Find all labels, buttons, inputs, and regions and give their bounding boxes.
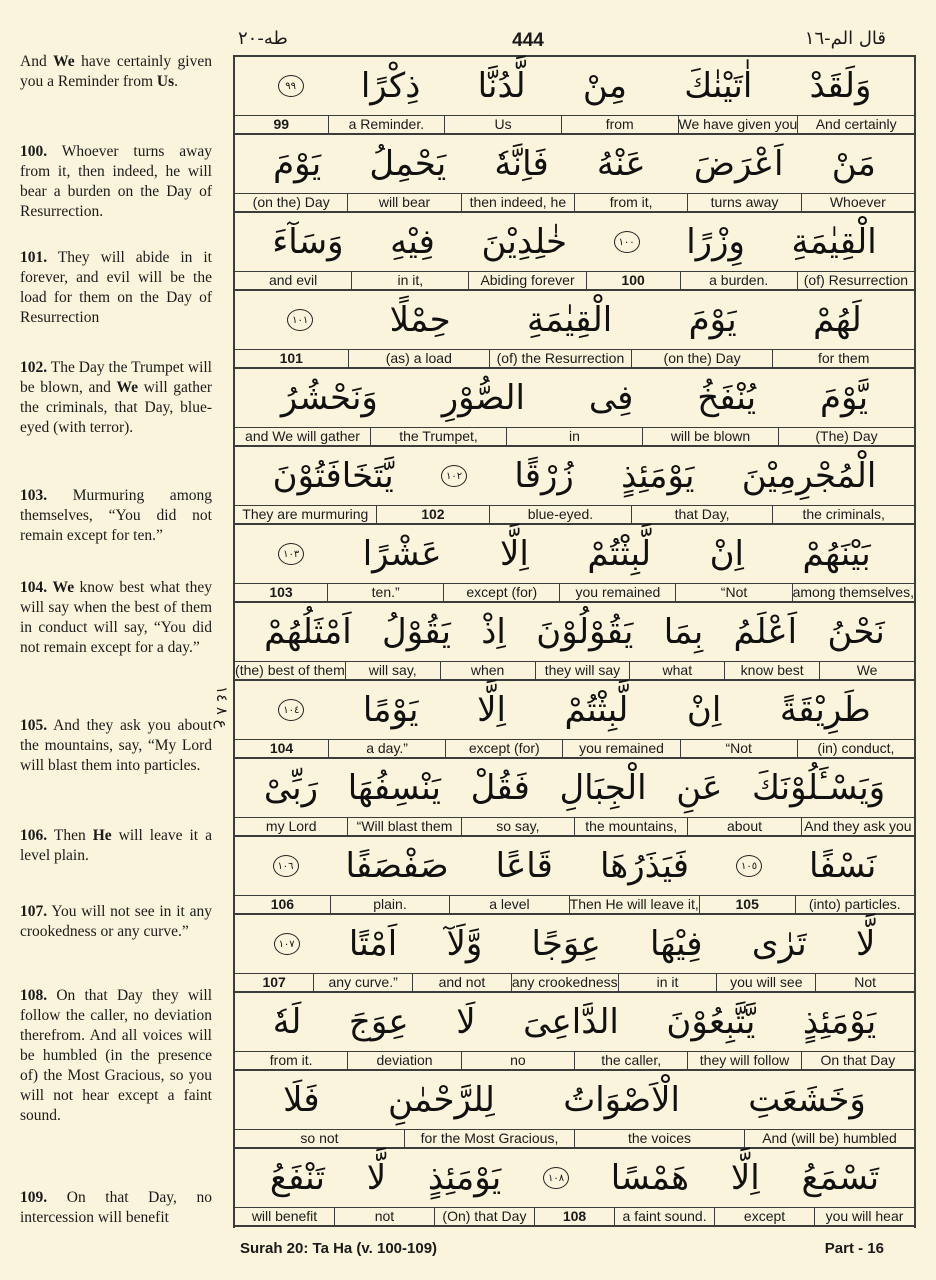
english-word-cell: about [687,818,800,835]
english-word-cell: in it, [351,272,468,289]
arabic-line [235,213,914,271]
english-word-cell: (the) best of them [235,662,345,678]
arabic-word: لَّا [855,924,876,964]
arabic-word: لَّا [366,1158,387,1198]
verse-marker-icon: ١٠٥ [736,855,762,877]
arabic-word: طَرِيْقَةً [779,690,871,730]
english-word-cell: We have given you [678,116,798,132]
english-line [235,661,914,679]
verse-marker-icon: ١٠٦ [273,855,299,877]
arabic-line [235,837,914,895]
arabic-line [235,759,914,817]
english-line [235,973,914,991]
english-word-cell: except [714,1208,814,1225]
verse-marker-icon: ١٠٧ [274,933,300,955]
english-word-cell: (of) the Resurrection [489,350,631,367]
english-word-cell: not [334,1208,434,1225]
word-row [235,681,914,759]
english-line [235,817,914,835]
arabic-word: اٰتَيْنٰكَ [684,66,753,106]
verse-number: 103. [20,487,48,504]
english-word-cell: from it. [269,1052,313,1068]
english-word-cell: (in) conduct, [797,740,914,757]
english-word-cell: in [506,428,642,445]
arabic-line [235,135,914,193]
english-line [235,895,914,913]
english-word-cell: Then He will leave it, [569,896,699,912]
arabic-word: لَّبِثْتُمْ [564,690,629,730]
verse-text: And [20,53,54,70]
english-word-cell: except (for) [445,740,562,757]
arabic-word: عِوَجَ [348,1002,409,1042]
english-word-cell: and We will gather [245,428,360,444]
arabic-word: لَّبِثْتُمْ [587,534,652,574]
arabic-word: لِلرَّحْمٰنِ [387,1080,495,1120]
english-word-cell: a day.” [328,740,445,757]
arabic-word: الْقِيٰمَةِ [527,300,613,340]
word-row [235,993,914,1071]
english-word-cell: the caller, [574,1052,687,1069]
arabic-word: يَوْمَئِذٍ [802,1002,877,1042]
english-word-cell: any curve.” [313,974,412,991]
verse-marker-icon: ١٠٢ [441,465,467,487]
english-word-cell: Whoever [801,194,914,211]
arabic-word: الصُّوْرِ [441,378,525,418]
arabic-word: فِيْهَا [650,924,703,964]
arabic-word: يَّتَّبِعُوْنَ [666,1002,756,1042]
verse-marker-icon: ٩٩ [278,75,304,97]
english-word-cell: “Will blast them [347,818,460,835]
verse-number: 107. [20,903,48,920]
verse-text: Murmuring among themselves, “You did not remain except for ten.” [20,487,212,544]
arabic-word: اِلَّا [477,690,506,730]
verse-text: On that Day they will follow the caller, no deviation therefrom. And all voices will be humbled (in the presence of) the Most Gracious, so you will not hear except a faint sound. [20,987,212,1124]
arabic-word: لَهُمْ [813,300,862,340]
arabic-line [235,57,914,115]
english-word-cell: know best [724,662,819,679]
english-word-cell: (on the) Day [631,350,773,367]
arabic-word: يَوْمًا [362,690,419,730]
english-word-cell: (On) that Day [434,1208,534,1225]
arabic-word: لَهٗ [272,1002,302,1042]
header-left-arabic: طه-٢٠ [238,28,288,49]
word-row [235,369,914,447]
word-row [235,213,914,291]
emphasized-word: We [53,53,75,70]
arabic-line [235,291,914,349]
english-word-cell: any crookedness [511,974,618,990]
english-word-cell: (of) Resurrection [797,272,914,289]
arabic-word: اِنْ [686,690,722,730]
arabic-word: يَّوْمَ [819,378,869,418]
english-word-cell: then indeed, he [461,194,574,211]
english-word-cell: that Day, [631,506,773,523]
translation-verse [20,716,212,776]
verse-number-cell: 108 [534,1208,614,1225]
word-row [235,525,914,603]
english-line [235,1207,914,1225]
arabic-word: يَنْسِفُهَا [347,768,441,808]
arabic-word: قَاعًا [495,846,553,886]
verse-number: 101. [20,249,48,266]
english-word-cell: ten.” [327,584,443,601]
arabic-word: رَبِّىْ [263,768,319,808]
arabic-word: ذِكْرًا [360,66,421,106]
arabic-word: بَيْنَهُمْ [802,534,871,574]
arabic-line [235,681,914,739]
arabic-word: الْقِيٰمَةِ [791,222,877,262]
english-word-cell: a faint sound. [614,1208,714,1225]
english-word-cell: the criminals, [772,506,914,523]
arabic-line [235,525,914,583]
verse-text: They will abide in it forever, and evil will be the load for them on the Day of Resurrection [20,249,212,326]
translation-verse [20,902,212,942]
emphasized-word: We [116,379,138,396]
arabic-word: نَحْنُ [827,612,885,652]
arabic-word: وَسَآءَ [272,222,344,262]
arabic-word: زُرْقًا [514,456,574,496]
english-line [235,583,914,601]
verse-text: will gather the criminals, that Day, blue-eyed (with terror). [20,379,213,436]
footer-surah: Surah 20: Ta Ha (v. 100-109) [240,1240,438,1257]
word-row [235,447,914,525]
translation-verse [20,986,212,1126]
word-row [235,57,914,135]
english-word-cell: And (will be) humbled [744,1130,914,1147]
word-row [235,135,914,213]
english-word-cell: in it [618,974,717,991]
arabic-line [235,603,914,661]
verse-number-cell: 103 [269,584,293,600]
english-word-cell: will benefit [251,1208,318,1224]
arabic-word: مَنْ [831,144,876,184]
verse-number: 108. [20,987,48,1004]
english-line [235,115,914,133]
page-number: 444 [512,30,544,51]
translation-verse [20,578,212,658]
verse-number: 100. [20,143,48,160]
verse-number: 104. [20,579,48,596]
arabic-word: يَقُوْلُوْنَ [536,612,634,652]
word-grid [233,55,916,1228]
english-word-cell: the Trumpet, [370,428,506,445]
footer-part: Part - 16 [824,1240,884,1257]
english-word-cell: blue-eyed. [489,506,631,523]
arabic-word: فَاِنَّهٗ [494,144,549,184]
english-word-cell: And certainly [797,116,914,133]
verse-text: have certainly given you a Reminder from [20,53,212,90]
verse-number: 105. [20,717,48,734]
english-word-cell: you remained [562,740,679,757]
english-word-cell: from [561,116,678,133]
english-word-cell: from it, [574,194,687,211]
arabic-word: فَقُلْ [470,768,530,808]
verse-text: And they ask you about the mountains, say, “My Lord will blast them into particles. [20,717,212,774]
english-line [235,1051,914,1069]
verse-number-cell: 105 [699,896,795,913]
arabic-word: هَمْسًا [610,1158,690,1198]
english-word-cell: for the Most Gracious, [404,1130,574,1147]
translation-verse [20,142,212,222]
arabic-word: اِذْ [481,612,506,652]
translation-verse [20,826,212,866]
english-line [235,1129,914,1147]
arabic-word: اِلَّا [730,1158,760,1198]
english-word-cell: a burden. [680,272,797,289]
arabic-word: يَوْمَئِذٍ [621,456,695,496]
arabic-word: يَحْمِلُ [369,144,447,184]
english-word-cell: they will follow [687,1052,800,1069]
english-word-cell: a level [449,896,568,913]
verse-number-cell: 100 [586,272,680,289]
word-row [235,837,914,915]
arabic-line [235,1149,914,1207]
english-word-cell: “Not [680,740,797,757]
english-word-cell: “Not [675,584,791,601]
verse-number-cell: 102 [376,506,490,523]
verse-number-cell: 107 [262,974,286,990]
arabic-word: لَا [456,1002,476,1042]
english-word-cell: will say, [345,662,440,679]
english-word-cell: (The) Day [778,428,914,445]
verse-number: 109. [20,1189,48,1206]
arabic-word: الْاَصْوَاتُ [563,1080,680,1120]
arabic-word: اَمْثَلُهُمْ [264,612,352,652]
english-word-cell: will bear [347,194,460,211]
english-word-cell: so not [300,1130,339,1146]
verse-text: Whoever turns away from it, then indeed, he will bear a burden on the Day of Resurrection. [20,143,212,220]
english-word-cell: they will say [535,662,630,679]
english-word-cell: deviation [347,1052,460,1069]
arabic-word: وَخَشَعَتِ [748,1080,866,1120]
verse-text: The Day the Trumpet will be blown, and [20,359,212,396]
translation-verse [20,248,212,328]
arabic-word: وَّلَآ [446,924,483,964]
english-word-cell: will be blown [642,428,778,445]
ruku-mark: ع ٨ ١٤ [213,686,231,729]
arabic-word: وَلَقَدْ [809,66,872,106]
translation-verse [20,358,212,438]
english-word-cell: the voices [574,1130,744,1147]
translation-verse [20,1188,212,1228]
arabic-line [235,993,914,1051]
header-right-arabic: قال الم-١٦ [804,28,886,49]
arabic-word: وِزْرًا [686,222,745,262]
arabic-word: بِمَا [663,612,704,652]
english-line [235,349,914,367]
english-word-cell: among themselves, [792,584,914,600]
arabic-word: اِنْ [709,534,744,574]
english-word-cell: (into) particles. [795,896,914,913]
arabic-word: يَوْمَئِذٍ [427,1158,502,1198]
verse-text: know best what they will say when the best of them in conduct will say, “You did not remain except for a day.” [20,579,212,656]
word-row [235,1071,914,1149]
arabic-word: اِلَّا [500,534,529,574]
verse-text: . [174,73,178,90]
verse-marker-icon: ١٠٨ [543,1167,569,1189]
english-word-cell: my Lord [265,818,317,834]
verse-marker-icon: ١٠٣ [278,543,304,565]
verse-text: You will not see in it any crookedness or any curve.” [20,903,212,940]
english-line [235,271,914,289]
arabic-word: فَلَا [283,1080,320,1120]
english-word-cell: so say, [461,818,574,835]
verse-number: 102. [20,359,48,376]
english-word-cell: (on the) Day [252,194,330,210]
word-row [235,915,914,993]
english-word-cell: Us [444,116,561,133]
arabic-word: اَمْتًا [348,924,398,964]
english-word-cell: the mountains, [574,818,687,835]
arabic-word: يَّتَخَافَتُوْنَ [272,456,394,496]
arabic-word: فَيَذَرُهَا [599,846,690,886]
arabic-word: خٰلِدِيْنَ [481,222,567,262]
english-word-cell: Abiding forever [468,272,585,289]
arabic-word: لَّدُنَّا [477,66,526,106]
verse-marker-icon: ١٠٠ [614,231,640,253]
word-row [235,291,914,369]
arabic-word: حِمْلًا [389,300,451,340]
arabic-word: فِيْهِ [390,222,435,262]
english-word-cell: except (for) [443,584,559,601]
english-word-cell: On that Day [801,1052,914,1069]
arabic-word: الدَّاعِىَ [523,1002,619,1042]
arabic-word: عَنِ [676,768,723,808]
arabic-word: الْجِبَالِ [559,768,647,808]
english-word-cell: a Reminder. [328,116,445,133]
arabic-word: عَنْهُ [596,144,646,184]
verse-marker-icon: ١٠٤ [278,699,304,721]
arabic-word: تَسْمَعُ [801,1158,880,1198]
arabic-word: نَسْفًا [809,846,877,886]
arabic-word: وَنَحْشُرُ [280,378,378,418]
arabic-word: يَقُوْلُ [382,612,451,652]
arabic-word: الْمُجْرِمِيْنَ [741,456,877,496]
emphasized-word: Us [156,73,175,90]
verse-number-cell: 101 [279,350,303,366]
word-row [235,603,914,681]
english-line [235,505,914,523]
english-word-cell: They are murmuring [242,506,369,522]
english-word-cell: you will see [716,974,815,991]
arabic-word: تَنْفَعُ [269,1158,325,1198]
arabic-word: يُنْفَخُ [697,378,757,418]
english-word-cell: We [819,662,914,679]
arabic-word: تَرٰى [751,924,807,964]
word-row [235,759,914,837]
arabic-word: فِى [588,378,634,418]
english-word-cell: when [440,662,535,679]
english-word-cell: Not [815,974,914,991]
english-word-cell: and not [412,974,511,991]
english-line [235,193,914,211]
english-word-cell: what [629,662,724,679]
arabic-word: عِوَجًا [531,924,601,964]
verse-number-cell: 106 [270,896,295,912]
verse-number: 106. [20,827,48,844]
emphasized-word: He [92,827,112,844]
translation-verse [20,52,212,92]
verse-text: On that Day, no intercession will benefit [20,1189,212,1226]
arabic-line [235,1071,914,1129]
english-word-cell: turns away [687,194,800,211]
verse-number-cell: 104 [269,740,294,756]
word-row [235,1149,914,1227]
english-word-cell: and evil [268,272,318,288]
english-line [235,427,914,445]
english-word-cell: (as) a load [348,350,490,367]
english-line [235,739,914,757]
arabic-line [235,915,914,973]
english-word-cell: for them [772,350,914,367]
arabic-word: وَيَسْـَٔلُوْنَكَ [752,768,886,808]
verse-text: Then [47,827,93,844]
verse-number-cell: 99 [273,116,290,132]
english-word-cell: no [461,1052,574,1069]
arabic-word: اَعْلَمُ [733,612,798,652]
english-word-cell: plain. [330,896,449,913]
arabic-word: يَوْمَ [273,144,322,184]
arabic-word: عَشْرًا [362,534,442,574]
arabic-word: اَعْرَضَ [693,144,784,184]
verse-text: will leave it a level plain. [20,827,212,864]
english-word-cell: you remained [559,584,675,601]
translation-verse [20,486,212,546]
emphasized-word: We [52,579,75,596]
arabic-word: يَوْمَ [688,300,737,340]
english-word-cell: you will hear [814,1208,914,1225]
arabic-word: مِنْ [582,66,627,106]
verse-marker-icon: ١٠١ [287,309,313,331]
english-word-cell: And they ask you [801,818,914,835]
arabic-line [235,447,914,505]
arabic-word: صَفْصَفًا [345,846,449,886]
arabic-line [235,369,914,427]
